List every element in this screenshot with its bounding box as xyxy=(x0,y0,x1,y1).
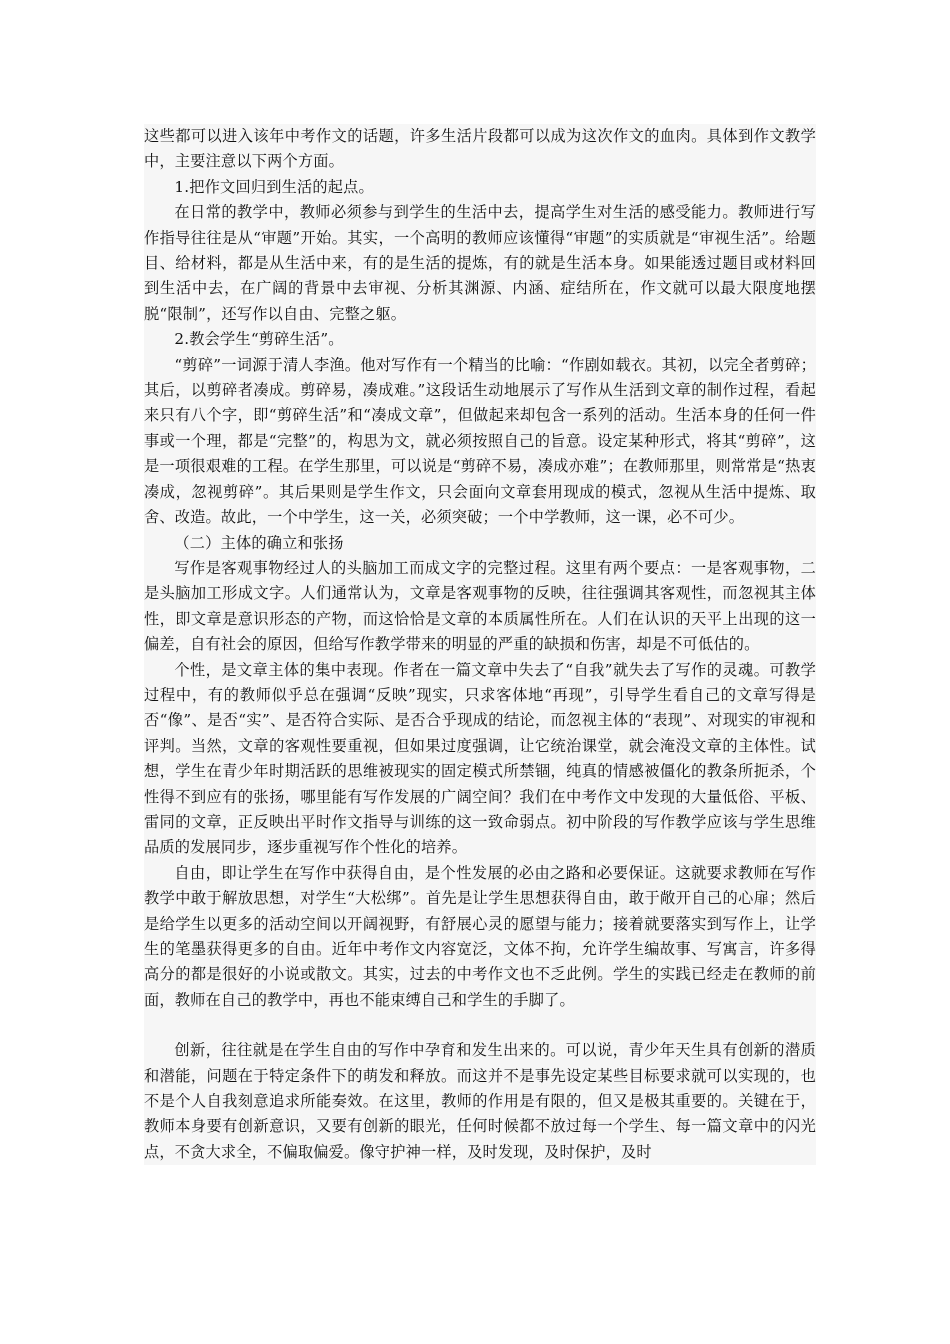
paragraph-personality: 个性，是文章主体的集中表现。作者在一篇文章中失去了“自我”就失去了写作的灵魂。可教学过程中，有的教师似乎总在强调“反映”现实，只求客体地“再现”，引导学生看自己的文章写得是否“像”、是否“实”、是否符合实际、是否合乎现成的结论，而忽视主体的“表现”、对现实的审视和评判。当然，文章的客观性要重视，但如果过度强调，让它统治课堂，就会淹没文章的主体性。试想，学生在青少年时期活跃的思维被现实的固定模式所禁锢，纯真的情感被僵化的教条所扼杀，个性得不到应有的张扬，哪里能有写作发展的广阔空间？我们在中考作文中发现的大量低俗、平板、雷同的文章，正反映出平时作文指导与训练的这一致命弱点。初中阶段的写作教学应该与学生思维品质的发展同步，逐步重视写作个性化的培养。 xyxy=(144,660,816,857)
section-heading-subject: （二）主体的确立和张扬 xyxy=(174,533,344,552)
paragraph-freedom: 自由，即让学生在写作中获得自由，是个性发展的必由之路和必要保证。这就要求教师在写作教学中敢于解放思想，对学生“大松绑”。首先是让学生思想获得自由，敢于敞开自己的心扉；然后是给学生以更多的活动空间以开阔视野，有舒展心灵的愿望与能力；接着就要落实到写作上，让学生的笔墨获得更多的自由。近年中考作文内容宽泛，文体不拘，允许学生编故事、写寓言，许多得高分的都是很好的小说或散文。其实，过去的中考作文也不乏此例。学生的实践已经走在教师的前面，教师在自己的教学中，再也不能束缚自己和学生的手脚了。 xyxy=(144,863,816,1009)
paragraph-cutting-life: “剪碎”一词源于清人李渔。他对写作有一个精当的比喻：“作剧如载衣。其初，以完全者剪碎；其后，以剪碎者凑成。剪碎易，凑成难。”这段话生动地展示了写作从生活到文章的制作过程，看起来只有八个字，即“剪碎生活”和“凑成文章”，但做起来却包含一系列的活动。生活本身的任何一件事或一个理，都是“完整”的，构思为文，就必须按照自己的旨意。设定某种形式，将其“剪碎”，这是一项很艰难的工程。在学生那里，可以说是“剪碎不易，凑成亦难”；在教师那里，则常常是“热衷凑成，忽视剪碎”。其后果则是学生作文，只会面向文章套用现成的模式，忽视从生活中提炼、取舍、改造。故此，一个中学生，这一关，必须突破；一个中学教师，这一课，必不可少。 xyxy=(144,355,816,527)
paragraph-innovation: 创新，往往就是在学生自由的写作中孕育和发生出来的。可以说，青少年天生具有创新的潜质和潜能，问题在于特定条件下的萌发和释放。而这并不是事先设定某些目标要求就可以实现的，也不是个人自我刻意追求所能奏效。在这里，教师的作用是有限的，但又是极其重要的。关键在于，教师本身要有创新意识，又要有创新的眼光，任何时候都不放过每一个学生、每一篇文章中的闪光点，不贪大求全，不偏取偏爱。像守护神一样，及时发现，及时保护，及时 xyxy=(144,1041,816,1161)
article-body xyxy=(144,124,816,1165)
paragraph-writing-process: 写作是客观事物经过人的头脑加工而成文字的完整过程。这里有两个要点：一是客观事物，二是头脑加工形成文字。人们通常认为，文章是客观事物的反映，往往强调其客观性，而忽视其主体性，即文章是意识形态的产物，而这恰恰是文章的本质属性所在。人们在认识的天平上出现的这一偏差，自有社会的原因，但给写作教学带来的明显的严重的缺损和伤害，却是不可低估的。 xyxy=(144,558,816,654)
heading-point-2: 2.教会学生“剪碎生活”。 xyxy=(174,330,344,349)
heading-point-1: 1.把作文回归到生活的起点。 xyxy=(174,177,374,196)
paragraph-intro: 这些都可以进入该年中考作文的话题，许多生活片段都可以成为这次作文的血肉。具体到作文教学中，主要注意以下两个方面。 xyxy=(144,127,816,171)
paragraph-life-observation: 在日常的教学中，教师必须参与到学生的生活中去，提高学生对生活的感受能力。教师进行写作指导往往是从“审题”开始。其实，一个高明的教师应该懂得“审题”的实质就是“审视生活”。给题目、给材料，都是从生活中来，有的是生活的提炼，有的就是生活本身。如果能透过题目或材料回到生活中去，在广阔的背景中去审视、分析其渊源、内涵、症结所在，作文就可以最大限度地摆脱“限制”，还写作以自由、完整之躯。 xyxy=(144,203,816,323)
